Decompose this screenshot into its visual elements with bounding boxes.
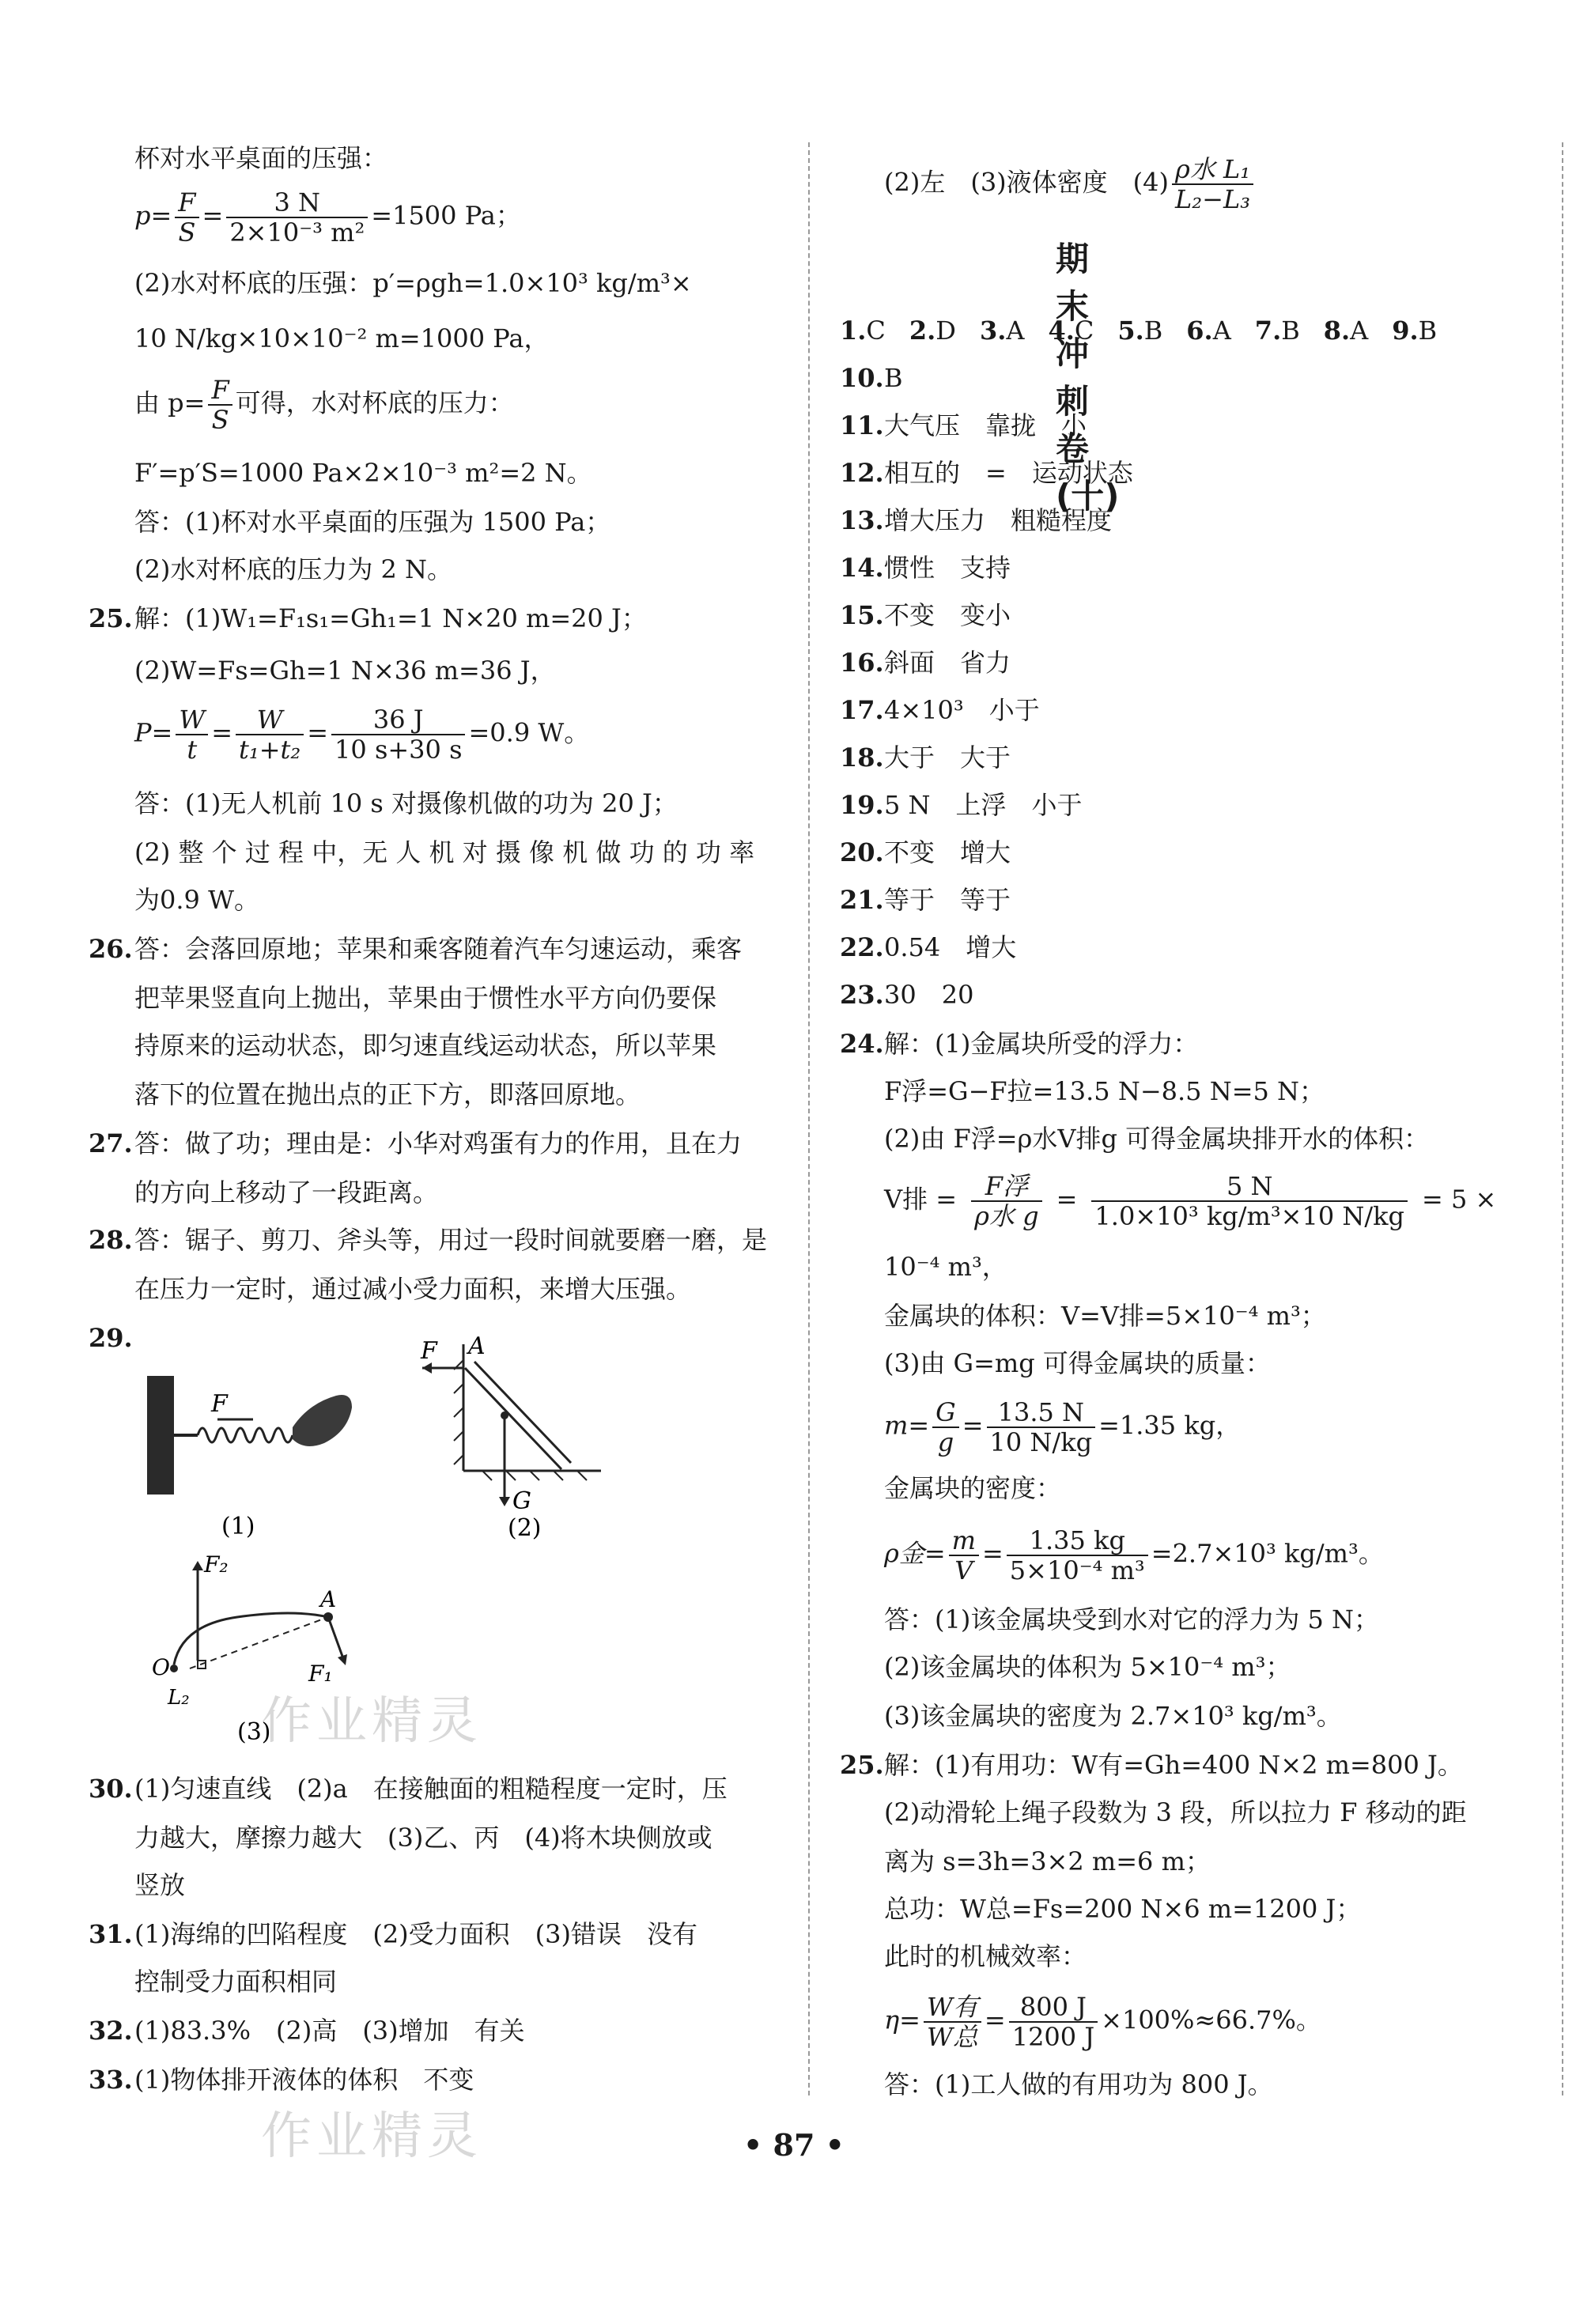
frac-bot: S	[211, 405, 229, 435]
formula-text: =2.7×10³ kg/m³。	[1151, 1538, 1384, 1569]
question-number: 11.	[840, 410, 884, 440]
frac-bot: V	[954, 1555, 973, 1585]
text-line: 把苹果竖直向上抛出，苹果由于惯性水平方向仍要保	[134, 983, 717, 1013]
figure-label: (1)	[221, 1513, 255, 1540]
frac-bot: g	[937, 1427, 954, 1457]
fraction	[176, 705, 208, 764]
figure-label: (3)	[237, 1718, 271, 1746]
question-number: 4.	[1048, 316, 1075, 346]
ladder-side	[474, 1362, 571, 1463]
fraction	[236, 705, 304, 764]
frac-top: 36 J	[331, 705, 465, 735]
answer-text: 不变 变小	[884, 600, 1011, 630]
text-line: 答：会落回原地；苹果和乘客随着汽车匀速运动，乘客	[134, 934, 743, 964]
frac-bot: ρ水 g	[974, 1201, 1039, 1231]
fraction	[924, 1993, 981, 2051]
column-divider	[808, 142, 810, 2095]
frac-bot: 5×10⁻⁴ m³	[1009, 1555, 1145, 1585]
answer-text: D	[935, 316, 956, 346]
question-number: 27.	[89, 1128, 133, 1158]
frac-top: ρ水 L₁	[1172, 155, 1253, 185]
question-number: 30.	[89, 1774, 133, 1804]
question-number: 2.	[909, 316, 936, 346]
spring-coil	[198, 1428, 293, 1442]
text-line: 答：做了功；理由是：小华对鸡蛋有力的作用，且在力	[134, 1128, 743, 1158]
mc-item	[840, 316, 886, 346]
frac-top: W	[176, 705, 208, 735]
text-line: F浮=G−F拉=13.5 N−8.5 N=5 N；	[884, 1076, 1325, 1106]
fraction	[1009, 1993, 1098, 2051]
answer-text: B	[1418, 316, 1438, 346]
frac-top: 5 N	[1091, 1172, 1408, 1202]
frac-bot: S	[178, 217, 196, 248]
ladder-figure	[411, 1336, 617, 1542]
question-number: 12.	[840, 458, 884, 488]
fraction	[949, 1526, 979, 1585]
question-number: 20.	[840, 837, 884, 867]
frac-top: F浮	[971, 1172, 1041, 1202]
frac-top: F	[175, 188, 198, 218]
answer-text: 等于 等于	[884, 885, 1011, 915]
frac-top: G	[932, 1398, 959, 1428]
frac-bot: t	[187, 735, 198, 765]
frac-bot: L₂−L₃	[1175, 184, 1251, 214]
hand-shape	[293, 1395, 352, 1446]
answer-text: C	[1074, 316, 1094, 346]
text-line: 答：(1)无人机前 10 s 对摄像机做的功为 20 J；	[134, 788, 678, 818]
text-line: 持原来的运动状态，即匀速直线运动状态，所以苹果	[134, 1030, 717, 1060]
frac-top: m	[949, 1526, 979, 1556]
question-number: 17.	[840, 695, 884, 725]
answer-text: A	[1006, 316, 1025, 346]
formula-line: ρ金= $\frac{m}{V}$ = $\frac{1.35 kg}{\text{5×10⁻⁴ m³}}$ =2.7×10³ kg/m³。	[884, 1525, 1384, 1585]
frac-bot: 10 s+30 s	[334, 735, 463, 765]
text-line: (2)该金属块的体积为 5×10⁻⁴ m³；	[884, 1652, 1291, 1682]
mc-row	[840, 316, 1461, 346]
l2-label: L₂	[168, 1686, 190, 1710]
question-number: 23.	[840, 980, 884, 1010]
question-number: 24.	[840, 1029, 884, 1059]
question-number: 32.	[89, 2016, 133, 2046]
text-line: 解：(1)金属块所受的浮力：	[884, 1029, 1199, 1059]
question-number: 6.	[1186, 316, 1213, 346]
frac-top: 1.35 kg	[1007, 1526, 1148, 1556]
formula-text: m=	[884, 1410, 930, 1441]
text-line: (2)W=Fs=Gh=1 N×36 m=36 J，	[134, 656, 556, 686]
question-number: 13.	[840, 505, 884, 535]
fraction	[226, 188, 368, 247]
formula-text: =1500 Pa；	[371, 200, 521, 231]
question-number: 25.	[840, 1750, 884, 1780]
text-line: 金属块的密度：	[884, 1473, 1062, 1503]
text-line: 10⁻⁴ m³，	[884, 1252, 1007, 1282]
frac-top: W有	[924, 1993, 981, 2023]
question-number: 14.	[840, 553, 884, 583]
mc-item	[1117, 316, 1162, 346]
watermark: 作业精灵	[261, 1692, 482, 1751]
answer-text: 大于 大于	[884, 743, 1011, 773]
answer-text: A	[1212, 316, 1231, 346]
mc-item	[980, 316, 1025, 346]
page-number: • 87 •	[743, 2127, 845, 2163]
text-line: (1)匀速直线 (2)a 在接触面的粗糙程度一定时，压	[134, 1774, 728, 1804]
answer-text: 不变 增大	[884, 837, 1011, 867]
pivot-o	[170, 1665, 178, 1672]
fraction	[1007, 1526, 1148, 1585]
question-number: 22.	[840, 932, 884, 962]
text-line: 答：(1)工人做的有用功为 800 J。	[884, 2069, 1273, 2099]
answer-text: 增大压力 粗糙程度	[884, 505, 1113, 535]
mc-item	[909, 316, 956, 346]
text-line: 解：(1)W₁=F₁s₁=Gh₁=1 N×20 m=20 J；	[134, 603, 647, 633]
frac-bot: W总	[926, 2022, 978, 2052]
text-line: 在压力一定时，通过减小受力面积，来增大压强。	[134, 1274, 692, 1304]
question-number: 16.	[840, 648, 884, 678]
fraction	[987, 1398, 1096, 1457]
formula-line: P= $\frac{W}{t}$ = $\frac{W}{\text{t₁+t₂}}$ = $\frac{36 J}{10 s+30 s}$ =0.9 W。	[134, 705, 590, 765]
arrowhead	[192, 1561, 203, 1570]
text-line: 落下的位置在抛出点的正下方，即落回原地。	[134, 1079, 641, 1109]
text-line: (2)由 F浮=ρ水V排g 可得金属块排开水的体积：	[884, 1124, 1430, 1154]
mc-item	[1324, 316, 1369, 346]
frac-top: F	[208, 376, 232, 406]
text-line: 为0.9 W。	[134, 885, 259, 915]
question-number: 5.	[1117, 316, 1144, 346]
question-number: 25.	[89, 603, 133, 633]
f1-label: F₁	[308, 1661, 333, 1687]
point-label: A	[468, 1336, 486, 1360]
arrowhead	[338, 1654, 347, 1665]
mc-answers	[840, 315, 1461, 346]
text-line: (2)水对杯底的压力为 2 N。	[134, 554, 453, 584]
text-line: (2)动滑轮上绳子段数为 3 段，所以拉力 F 移动的距	[884, 1797, 1467, 1827]
formula-line	[134, 376, 514, 434]
answer-text: C	[866, 316, 886, 346]
frac-bot: 1.0×10³ kg/m³×10 N/kg	[1094, 1201, 1405, 1231]
watermark: 作业精灵	[261, 2107, 482, 2166]
right-edge-divider	[1562, 142, 1563, 2095]
mc-item	[1255, 316, 1300, 346]
answer-text: A	[1350, 316, 1369, 346]
fraction	[208, 376, 232, 434]
frac-top: 800 J	[1009, 1993, 1098, 2023]
text-line: F′=p′S=1000 Pa×2×10⁻³ m²=2 N。	[134, 458, 592, 488]
question-number: 8.	[1323, 316, 1351, 346]
gravity-label: G	[512, 1487, 531, 1515]
answer-text: B	[884, 363, 903, 393]
ladder-side	[465, 1368, 561, 1469]
arrowhead	[499, 1497, 510, 1506]
question-number: 26.	[89, 934, 133, 964]
question-number: 29.	[89, 1323, 133, 1353]
force-label: F	[421, 1337, 437, 1365]
fraction	[1172, 155, 1253, 214]
frac-top: 3 N	[226, 188, 368, 218]
question-number: 18.	[840, 743, 884, 773]
frac-bot: 10 N/kg	[989, 1427, 1093, 1457]
answer-text: 大气压 靠拢 小	[884, 410, 1087, 440]
formula-line: V排 = $\frac{\text{F浮}}{\text{ρ水 g}}$ = $\frac{5 N}{\text{1.0×10³ kg/m³×10 N/kg}}$ = 5 ×	[884, 1171, 1497, 1231]
formula-line: η= $\frac{\text{W有}}{\text{W总}}$ = $\frac{800 J}{1200 J}$ ×100%≈66.7%。	[884, 1992, 1321, 2052]
fraction	[175, 188, 198, 247]
a-label: A	[320, 1586, 337, 1612]
frac-bot: t₁+t₂	[239, 735, 301, 765]
question-number: 3.	[979, 316, 1007, 346]
question-number: 1.	[840, 316, 867, 346]
f1-arrow	[328, 1617, 344, 1661]
formula-text: 可得，水对杯底的压力：	[235, 387, 514, 418]
figure-label: (2)	[508, 1514, 542, 1542]
frac-top: 13.5 N	[987, 1398, 1096, 1428]
answer-text: B	[1281, 316, 1300, 346]
f2-label: F₂	[204, 1551, 229, 1578]
force-label: F	[211, 1390, 228, 1418]
formula-text: 由 p=	[134, 387, 206, 418]
formula-text: =0.9 W。	[468, 717, 590, 748]
formula-text: ρ金=	[884, 1538, 946, 1569]
question-number: 10.	[840, 363, 884, 393]
formula-text: ×100%≈66.7%。	[1101, 2005, 1321, 2035]
fraction	[331, 705, 465, 764]
mc-item	[1392, 316, 1437, 346]
answer-text: 0.54 增大	[884, 932, 1017, 962]
text-line: 竖放	[134, 1870, 186, 1900]
question-number: 7.	[1254, 316, 1282, 346]
fraction	[1091, 1172, 1408, 1230]
text-line: 解：(1)有用功：W有=Gh=400 N×2 m=800 J。	[884, 1750, 1463, 1780]
formula-text: P=	[134, 717, 173, 748]
fraction	[971, 1172, 1041, 1230]
text-line: 杯对水平桌面的压强：	[134, 143, 388, 173]
text-line: 离为 s=3h=3×2 m=6 m；	[884, 1846, 1211, 1876]
frac-bot: 2×10⁻³ m²	[229, 217, 365, 248]
text-line: (2)水对杯底的压强：p′=ρgh=1.0×10³ kg/m³×	[134, 268, 692, 298]
text-line: 此时的机械效率：	[884, 1941, 1087, 1971]
text-line: (1)海绵的凹陷程度 (2)受力面积 (3)错误 没有	[134, 1919, 697, 1949]
text-line: 答：锯子、剪刀、斧头等，用过一段时间就要磨一磨，是	[134, 1225, 768, 1255]
text-line: (1)物体排开液体的体积 不变	[134, 2065, 474, 2095]
question-number: 15.	[840, 600, 884, 630]
formula-text: (2)左 (3)液体密度 (4)	[884, 167, 1169, 198]
formula-line	[884, 155, 1257, 214]
text-line: (3)该金属块的密度为 2.7×10³ kg/m³。	[884, 1701, 1342, 1731]
question-number: 19.	[840, 790, 884, 820]
text-line: 总功：W总=Fs=200 N×6 m=1200 J；	[884, 1894, 1362, 1924]
text-line: 控制受力面积相同	[134, 1967, 338, 1997]
spring-figure	[142, 1352, 364, 1542]
text-line: 的方向上移动了一段距离。	[134, 1177, 439, 1207]
ground-hatch	[482, 1471, 587, 1480]
answer-text: 惯性 支持	[884, 553, 1011, 583]
mc-item	[1186, 316, 1231, 346]
question-number: 33.	[89, 2065, 133, 2095]
formula-text: p=	[134, 200, 172, 231]
question-number: 28.	[89, 1225, 133, 1255]
text-line: 答：(1)该金属块受到水对它的浮力为 5 N；	[884, 1604, 1380, 1634]
formula-text: =	[202, 200, 224, 231]
formula-line: m= $\frac{G}{g}$ = $\frac{13.5 N}{10 N/kg}$ =1.35 kg，	[884, 1397, 1242, 1457]
frac-top: W	[236, 705, 304, 735]
answer-text: 4×10³ 小于	[884, 695, 1040, 725]
text-line: 金属块的体积：V=V排=5×10⁻⁴ m³；	[884, 1301, 1326, 1331]
question-number: 31.	[89, 1919, 133, 1949]
text-line: (1)83.3% (2)高 (3)增加 有关	[134, 2016, 525, 2046]
mc-item	[1048, 316, 1094, 346]
fraction	[932, 1398, 959, 1457]
answer-text: 5 N 上浮 小于	[884, 790, 1083, 820]
question-number: 9.	[1392, 316, 1419, 346]
text-line: 答：(1)杯对水平桌面的压强为 1500 Pa；	[134, 507, 611, 537]
text-line: 力越大，摩擦力越大 (3)乙、丙 (4)将木块侧放或	[134, 1823, 712, 1853]
formula-text: η=	[884, 2005, 920, 2035]
answer-text: 相互的 = 运动状态	[884, 458, 1133, 488]
frac-bot: 1200 J	[1011, 2022, 1095, 2052]
text-line: (3)由 G=mg 可得金属块的质量：	[884, 1348, 1271, 1378]
o-label: O	[152, 1654, 170, 1680]
formula-text: = 5 ×	[1422, 1184, 1497, 1215]
section-title: 期末冲刺卷(十)	[1056, 240, 1120, 516]
question-number: 21.	[840, 885, 884, 915]
formula-text: V排 =	[884, 1184, 958, 1215]
wall-block	[147, 1376, 174, 1495]
text-line: 10 N/kg×10×10⁻² m=1000 Pa，	[134, 323, 550, 353]
answer-text: 30 20	[884, 980, 974, 1010]
formula-text: =1.35 kg，	[1098, 1410, 1242, 1441]
answer-text: 斜面 省力	[884, 648, 1011, 678]
formula-line	[134, 188, 521, 247]
answer-text: B	[1143, 316, 1163, 346]
text-line: (2) 整 个 过 程 中，无 人 机 对 摄 像 机 做 功 的 功 率	[134, 837, 755, 867]
wall-hatch	[454, 1360, 463, 1464]
